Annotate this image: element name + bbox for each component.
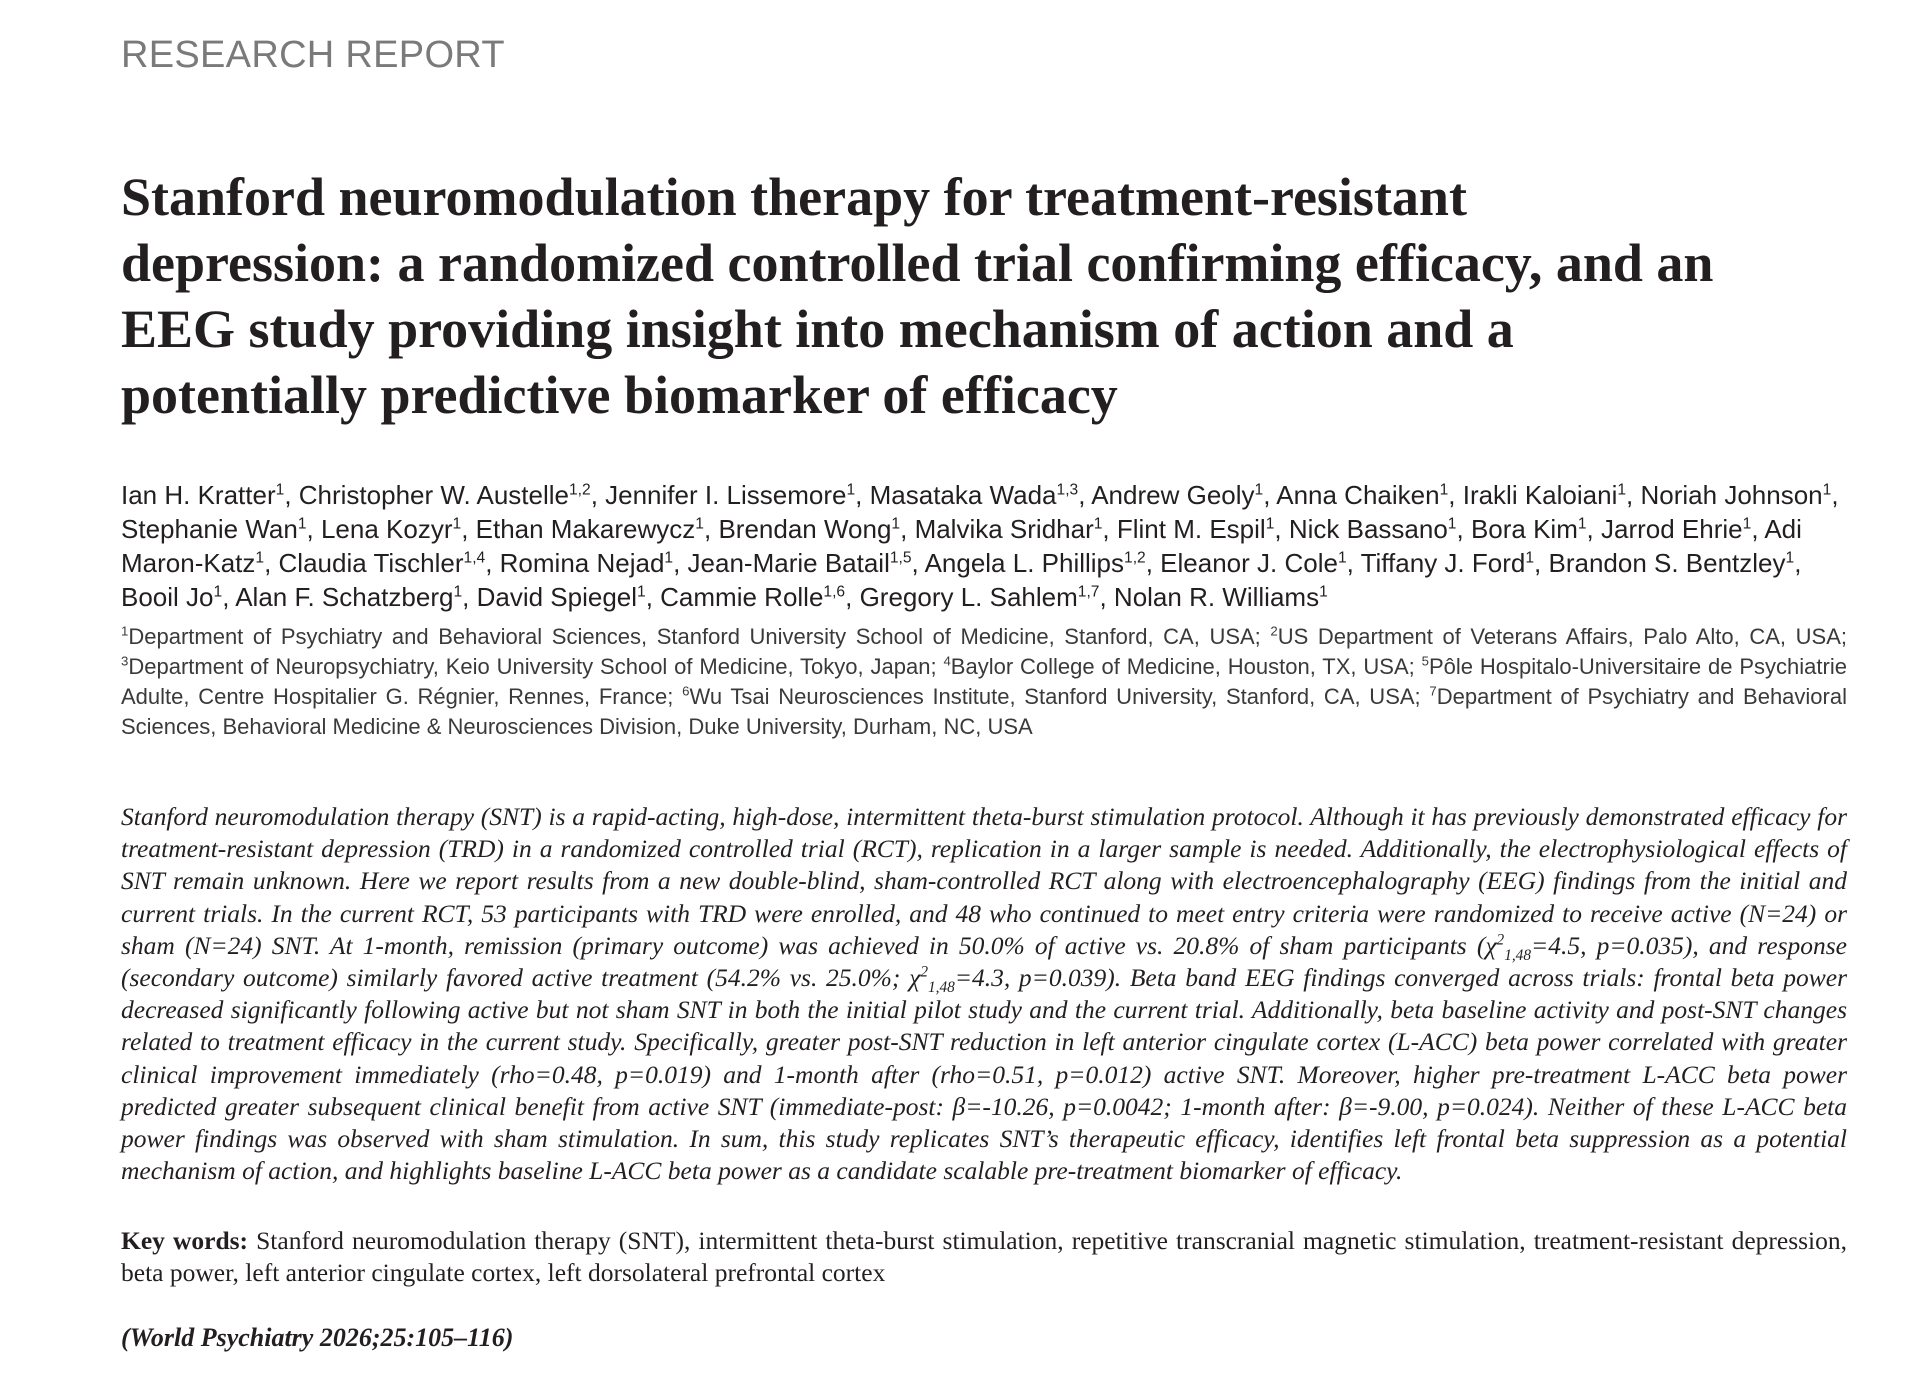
author (1276, 480, 1448, 510)
author-name: Brendan Wong (718, 514, 892, 544)
abstract-text-part2: =4.5, p=0.035), and response (secondary outcome) similarly favored active treatment (54.2% vs. 25.0%; (121, 930, 1847, 993)
author-name: Anna Chaiken (1276, 480, 1440, 510)
author-affiliation-marker: 1,7 (1077, 583, 1100, 601)
author (476, 514, 704, 544)
author (1091, 480, 1263, 510)
author-name: Tiffany J. Ford (1360, 548, 1526, 578)
author-affiliation-marker: 1 (255, 549, 265, 567)
author (279, 548, 486, 578)
abstract-text-part3: =4.3, p=0.039). Beta band EEG findings converged across trials: frontal beta power decreased significantly following active but not sham SNT in both the initial pilot study and the current trial. Additionally, beta baseline activity and post-SNT changes related to treatment efficacy in the current study. Specifically, greater post-SNT reduction in left anterior cingulate cortex (L-ACC) beta power correlated with greater clinical improvement immediately (rho=0.48, p=0.019) and 1-month after (rho=0.51, p=0.012) active SNT. Moreover, higher pre-treatment L-ACC beta power predicted greater subsequent clinical benefit from active SNT (immediate-post: β=-10.26, p=0.0042; 1-month after: β=-9.00, p=0.024). Neither of these L-ACC beta power findings was observed with sham stimulation. In sum, this study replicates SNT’s therapeutic efficacy, identifies left frontal beta suppression as a potential mechanism of action, and highlights baseline L-ACC beta power as a candidate scalable pre-treatment biomarker of efficacy. (121, 963, 1847, 1186)
author (1361, 548, 1534, 578)
author-name: Nick Bassano (1288, 514, 1448, 544)
affiliation-number: 3 (121, 653, 129, 669)
author-name: Stephanie Wan (121, 514, 298, 544)
abstract-text-part1: Stanford neuromodulation therapy (SNT) is a rapid-acting, high-dose, intermittent theta-burst stimulation protocol. Although it has previously demonstrated efficacy for treatment-resistant depression (TRD) in a randomized controlled trial (RCT), replication in a larger sample is needed. Additionally, the electrophysiological effects of SNT remain unknown. Here we report results from a new double-blind, sham-controlled RCT along with electroencephalography (EEG) findings from the initial and current trials. In the current RCT, 53 participants with TRD were enrolled, and 48 who continued to meet entry criteria were randomized to receive active (N=24) or sham (N=24) SNT. At 1-month, remission (primary outcome) was achieved in 50.0% of active vs. 20.8% of sham participants ( (121, 802, 1847, 960)
author-name: Booil Jo (121, 582, 214, 612)
affiliation-text: Baylor College of Medicine, Houston, TX, USA; (950, 654, 1415, 679)
author-affiliation-marker: 1 (1617, 481, 1627, 499)
author-name: Bora Kim (1470, 514, 1578, 544)
author-name: Andrew Geoly (1091, 480, 1255, 510)
author-affiliation-marker: 1 (1577, 515, 1587, 533)
author (1117, 514, 1275, 544)
author (121, 514, 307, 544)
author-affiliation-marker: 1 (275, 481, 285, 499)
author (121, 582, 222, 612)
affiliation-number: 5 (1421, 653, 1429, 669)
author-affiliation-marker: 1 (846, 481, 856, 499)
author (860, 582, 1100, 612)
author (500, 548, 673, 578)
author-name: Malvika Sridhar (914, 514, 1094, 544)
affiliation-number: 6 (682, 683, 690, 699)
author-name: Romina Nejad (499, 548, 665, 578)
chi-square-symbol: χ (1485, 930, 1497, 960)
affiliation-number: 7 (1429, 683, 1437, 699)
author-affiliation-marker: 1,2 (569, 481, 591, 499)
author-list: Ian H. Kratter$^1$, Christopher W. Austelle$^{1,2}$, Jennifer I. Lissemore$^1$, Masataka Wada$^{1,3}$, Andrew Geoly$^1$, Anna Chaiken$^1$, Irakli Kaloiani$^1$, Noriah Johnson$^1$, Stephanie Wan$^1$, Lena Kozyr$^1$, Ethan Makarewycz$^1$, Brendan Wong$^1$, Malvika Sridhar$^1$, Flint M. Espil$^1$, Nick Bassano$^1$, Bora Kim$^1$, Jarrod Ehrie$^1$, Adi Maron-Katz$^1$, Claudia Tischler$^{1,4}$, Romina Nejad$^1$, Jean-Marie Batail$^{1,5}$, Angela L. Phillips$^{1,2}$, Eleanor J. Cole$^1$, Tiffany J. Ford$^1$, Brandon S. Bentzley$^1$, Booil Jo$^1$, Alan F. Schatzberg$^1$, David Spiegel$^1$, Cammie Rolle$^{1,6}$, Gregory L. Sahlem$^{1,7}$, Nolan R. Williams$^1$ (121, 480, 1839, 612)
affiliation-text: Department of Psychiatry and Behavioral Sciences, Behavioral Medicine & Neurosciences Division, Duke University, Durham, NC, USA (121, 684, 1847, 739)
author-affiliation-marker: 1 (452, 515, 462, 533)
author (321, 514, 461, 544)
author-affiliation-marker: 1 (1447, 515, 1457, 533)
author-name: Alan F. Schatzberg (235, 582, 454, 612)
author-affiliation-marker: 1 (297, 515, 307, 533)
author-affiliation-marker: 1 (1439, 481, 1449, 499)
author (1114, 582, 1328, 612)
author-name: Masataka Wada (869, 480, 1057, 510)
author (605, 480, 855, 510)
author (915, 514, 1103, 544)
affiliation-number: 2 (1270, 623, 1278, 639)
author (235, 582, 462, 612)
affiliation-text: US Department of Veterans Affairs, Palo Alto, CA, USA; (1277, 624, 1847, 649)
affiliation (682, 684, 1421, 709)
author-affiliation-marker: 1 (1319, 583, 1328, 601)
author (1160, 548, 1346, 578)
author-affiliation-marker: 1 (891, 515, 901, 533)
author-affiliation-marker: 1 (1525, 549, 1535, 567)
author (1463, 480, 1626, 510)
author (1548, 548, 1794, 578)
author (1289, 514, 1457, 544)
author-name: David Spiegel (476, 582, 638, 612)
author-name: Brandon S. Bentzley (1548, 548, 1786, 578)
author-affiliation-marker: 1,4 (463, 549, 486, 567)
author (1641, 480, 1832, 510)
author (121, 480, 284, 510)
affiliation (121, 654, 937, 679)
abstract (121, 801, 1847, 1187)
author-affiliation-marker: 1 (453, 583, 463, 601)
author-name: Christopher W. Austelle (298, 480, 569, 510)
affiliation-number: 4 (943, 653, 951, 669)
author-affiliation-marker: 1 (1742, 515, 1752, 533)
affiliation-list (121, 622, 1847, 742)
chi-square-superscript: 2 (920, 963, 928, 981)
author-name: Jennifer I. Lissemore (605, 480, 847, 510)
author-affiliation-marker: 1 (1785, 549, 1795, 567)
author-name: Jarrod Ehrie (1601, 514, 1743, 544)
affiliation (943, 654, 1414, 679)
chi-square-subscript: 1,48 (1504, 946, 1531, 964)
affiliation-number: 1 (121, 623, 129, 639)
author (660, 582, 845, 612)
author (718, 514, 900, 544)
keywords (121, 1225, 1847, 1289)
author-affiliation-marker: 1 (1337, 549, 1347, 567)
author-name: Nolan R. Williams (1113, 582, 1320, 612)
author-name: Lena Kozyr (320, 514, 453, 544)
affiliation-text: Pôle Hospitalo-Universitaire de Psychiatrie Adulte, Centre Hospitalier G. Régnier, Rennes, France; (121, 654, 1847, 709)
affiliation (121, 624, 1261, 649)
author-affiliation-marker: 1,5 (889, 549, 912, 567)
author-name: Cammie Rolle (660, 582, 824, 612)
affiliation-text: Department of Psychiatry and Behavioral Sciences, Stanford University School of Medicine, Stanford, CA, USA; (128, 624, 1261, 649)
chi-square-superscript: 2 (1496, 931, 1505, 949)
author-name: Ethan Makarewycz (475, 514, 696, 544)
author-name: Angela L. Phillips (924, 548, 1125, 578)
section-label: RESEARCH REPORT (121, 34, 505, 76)
keywords-label: Key words: (121, 1226, 249, 1256)
journal-citation: (World Psychiatry 2026;25:105–116) (121, 1323, 514, 1353)
author (299, 480, 591, 510)
author (1601, 514, 1751, 544)
author-name: Adi Maron-Katz (121, 514, 1802, 578)
author-affiliation-marker: 1 (1822, 481, 1832, 499)
author-affiliation-marker: 1,6 (823, 583, 846, 601)
author-affiliation-marker: 1 (637, 583, 646, 601)
affiliation-text: Wu Tsai Neurosciences Institute, Stanford University, Stanford, CA, USA; (689, 684, 1421, 709)
author-name: Eleanor J. Cole (1160, 548, 1338, 578)
author (1471, 514, 1587, 544)
author-affiliation-marker: 1 (1265, 515, 1275, 533)
author-affiliation-marker: 1 (1254, 481, 1264, 499)
author-affiliation-marker: 1 (213, 583, 223, 601)
author-name: Gregory L. Sahlem (859, 582, 1078, 612)
author-name: Ian H. Kratter (121, 480, 276, 510)
chi-square-subscript: 1,48 (927, 979, 955, 997)
author-name: Irakli Kaloiani (1462, 480, 1618, 510)
affiliation (1270, 624, 1847, 649)
chi-square-symbol: χ (909, 963, 921, 993)
keywords-text: Stanford neuromodulation therapy (SNT), intermittent theta-burst stimulation, repetitive transcranial magnetic stimulation, treatment-resistant depression, beta power, left anterior cingulate cortex, left dorsolateral prefrontal cortex (121, 1226, 1847, 1288)
author-affiliation-marker: 1,2 (1124, 549, 1146, 567)
author (688, 548, 912, 578)
author (925, 548, 1146, 578)
author-name: Jean-Marie Batail (687, 548, 890, 578)
paper-first-page (121, 30, 1847, 1355)
author (870, 480, 1079, 510)
author-name: Flint M. Espil (1116, 514, 1266, 544)
affiliation-text: Department of Neuropsychiatry, Keio University School of Medicine, Tokyo, Japan; (128, 654, 937, 679)
author-affiliation-marker: 1 (1093, 515, 1103, 533)
author-name: Claudia Tischler (278, 548, 464, 578)
author-affiliation-marker: 1,3 (1056, 481, 1079, 499)
author (477, 582, 646, 612)
author-name: Noriah Johnson (1640, 480, 1823, 510)
author-affiliation-marker: 1 (695, 515, 704, 533)
author-affiliation-marker: 1 (664, 549, 674, 567)
paper-title: Stanford neuromodulation therapy for treatment-resistant depression: a randomized controlled trial confirming efficacy, and an EEG study providing insight into mechanism of action and a potentially predictive biomarker of efficacy (121, 167, 1714, 425)
